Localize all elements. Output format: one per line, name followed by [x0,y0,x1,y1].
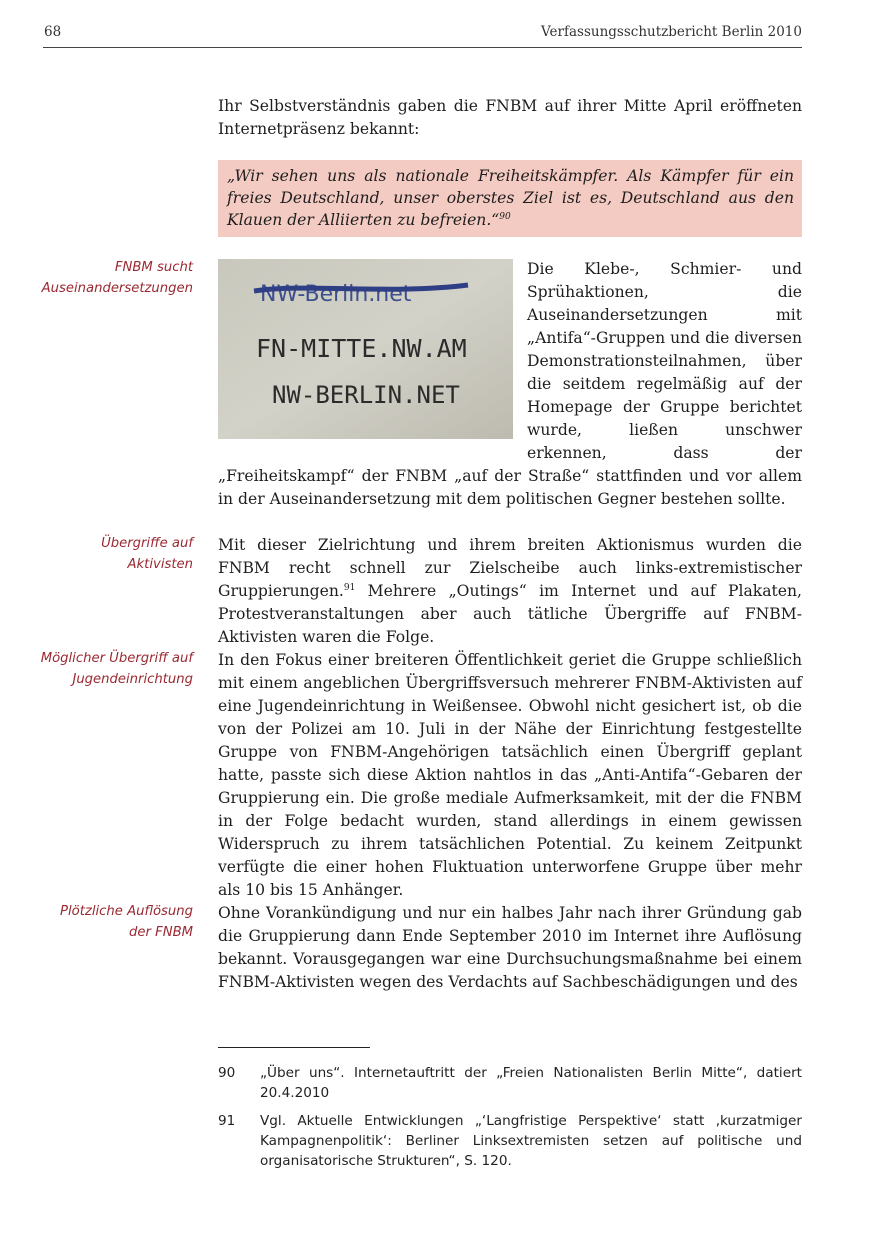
graffiti-photo-image [218,259,513,439]
margin-note-fnbm-sucht [18,258,193,299]
footnote-separator [218,1047,370,1048]
margin-note-line: Möglicher Übergriff auf [40,651,193,666]
intro-paragraph: Ihr Selbstverständnis gaben die FNBM auf ihrer Mitte April eröffneten Internetpräsenz bekannt: [218,97,802,138]
footnote-91 [218,1111,802,1171]
paragraph-text: Mehrere „Outings“ im Internet und auf Plakaten, Protestveranstaltungen aber auch tätliche Übergriffe auf FNBM-Aktivisten waren die Folge. [218,582,802,646]
footnote-text: Vgl. Aktuelle Entwicklungen „‘Langfristige Perspektive‘ statt ‚kurzatmiger Kampagnenpolitik‘: Berliner Linksextremisten setzen auf politische und organisatorische Strukturen“, S. 120. [260,1113,802,1169]
footnote-ref-90: 90 [499,212,511,222]
graffiti-photo [218,259,513,439]
graffiti-line-2: FN-MITTE.NW.AM [256,334,467,363]
footnote-number: 90 [218,1065,236,1081]
margin-note-line: Aktivisten [127,556,193,572]
footnote-number: 91 [218,1113,236,1129]
margin-note-line: Übergriffe auf [101,536,193,551]
graffiti-line-1: NW-Berlin.net [260,282,412,307]
section-paragraph-4: Ohne Vorankündigung und nur ein halbes Jahr nach ihrer Gründung gab die Gruppierung dann Ende September 2010 im Internet ihre Auflösung bekannt. Vorausgegangen war eine Durchsuchungsmaßnahme bei einem FNBM-Aktivisten wegen des Verdachts auf Sachbeschädigungen und des [218,904,802,991]
margin-note-line: Jugendeinrichtung [72,671,193,687]
paragraph-text: Mit dieser Zielrichtung und ihrem breiten Aktionismus wurden die FNBM recht schnell zur Zielscheibe auch links-extremistischer Gruppierungen. [218,536,802,600]
margin-note-moeglicher-uebergriff [18,649,193,690]
footnote-ref-91: 91 [343,583,356,593]
page-number: 68 [44,24,62,40]
margin-note-aufloesung [18,902,193,943]
quote-box [218,160,802,237]
paragraph-text: Die Klebe-, Schmier- und Sprühaktionen, die Auseinandersetzungen mit „Antifa“-Gruppen und die diversen Demonstrationsteilnahmen, über die seitdem regelmäßig auf der Homepage der Gruppe berichtet wurde, ließen unschwer erkennen, dass der „Freiheitskampf“ der FNBM „auf der Straße“ stattfinden und vor allem in der Auseinandersetzung mit dem politischen Gegner bestehen sollte. [218,260,803,508]
page-header [43,22,802,48]
footnote-text: „Über uns“. Internetauftritt der „Freien Nationalisten Berlin Mitte“, datiert 20.4.2010 [260,1065,802,1101]
section-paragraph-3: In den Fokus einer breiteren Öffentlichkeit geriet die Gruppe schließlich mit einem angeblichen Übergriffsversuch mehrerer FNBM-Aktivisten auf eine Jugendeinrichtung in Weißensee. Obwohl nicht gesichert ist, ob die von der Polizei am 10. Juli in der Nähe der Einrichtung festgestellte Gruppe von FNBM-Angehörigen tatsächlich einen Übergriff geplant hatte, passte sich diese Aktion nahtlos in das „Anti-Antifa“-Gebaren der Gruppierung ein. Die große mediale Aufmerksamkeit, mit der die FNBM in der Folge bedacht wurden, stand allerdings in einem gewissen Widerspruch zu ihrem tatsächlichen Potential. Zu keinem Zeitpunkt verfügte die einer hohen Fluktuation unterworfene Gruppe über mehr als 10 bis 15 Anhänger. [218,651,802,899]
section-paragraph-1 [218,258,802,511]
margin-note-line: der FNBM [129,924,193,940]
graffiti-line-3: NW-BERLIN.NET [272,381,460,409]
section-paragraph-2 [218,534,802,649]
margin-note-uebergriffe [18,534,193,575]
running-title: Verfassungsschutzbericht Berlin 2010 [541,24,802,40]
footnote-90 [218,1063,802,1103]
quote-text: „Wir sehen uns als nationale Freiheitskämpfer. Als Kämpfer für ein freies Deutschland, unser oberstes Ziel ist es, Deutschland aus den Klauen der Alliierten zu befreien.“ [227,167,794,229]
margin-note-line: FNBM sucht [114,260,193,275]
margin-note-line: Plötzliche Auflösung [60,904,193,919]
margin-note-line: Auseinandersetzungen [41,280,193,296]
